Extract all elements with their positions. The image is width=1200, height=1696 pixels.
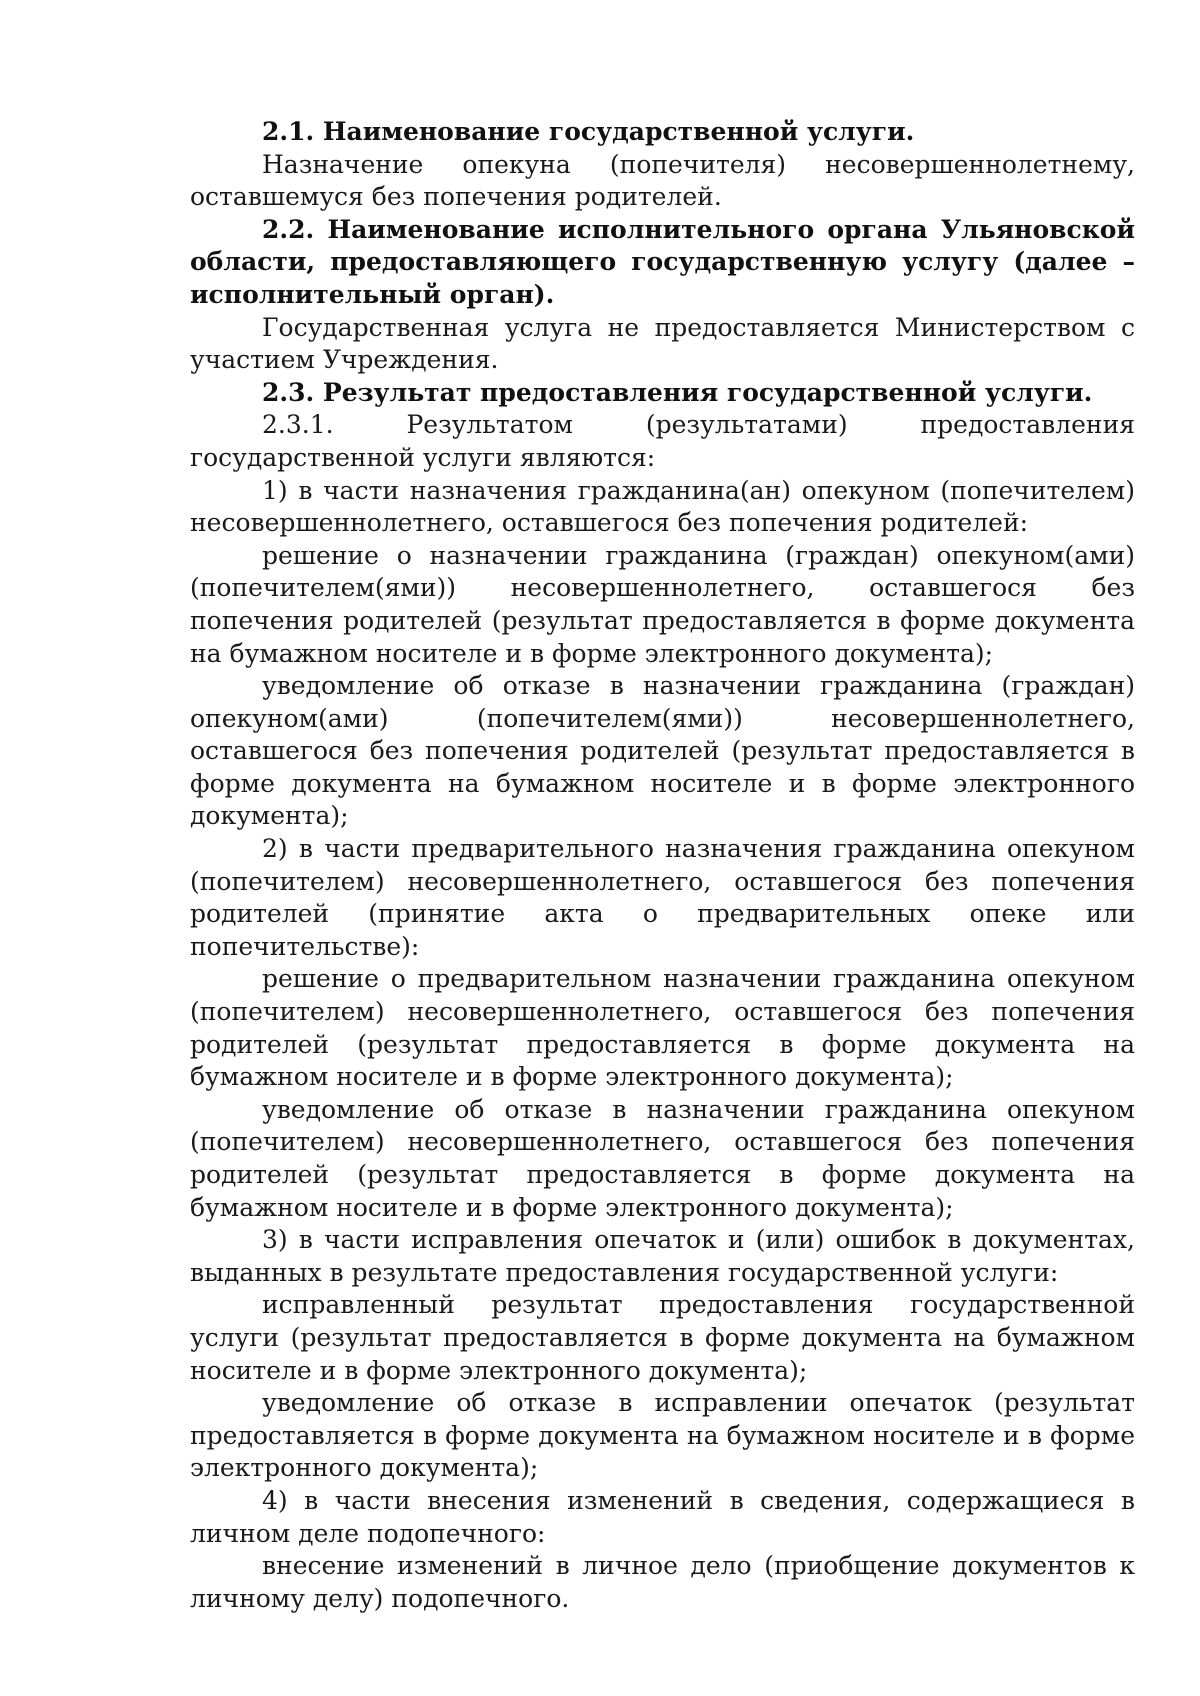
paragraph-executive-body: Государственная услуга не предоставляется Министерством с участием Учреждения.: [190, 312, 1135, 375]
paragraph-refusal-correction: уведомление об отказе в исправлении опечаток (результат предоставляется в форме документа на бумажном носителе и в форме электронного документа);: [190, 1388, 1135, 1483]
paragraph-personal-file-changes: внесение изменений в личное дело (приобщение документов к личному делу) подопечного.: [190, 1551, 1135, 1613]
list-item-3: 3) в части исправления опечаток и (или) ошибок в документах, выданных в результате предоставления государственной услуги:: [190, 1225, 1135, 1287]
section-heading-2-3: 2.3. Результат предоставления государственной услуги.: [262, 377, 1093, 407]
paragraph-decision-appointment: решение о назначении гражданина (граждан) опекуном(ами) (попечителем(ями)) несовершеннолетнего, оставшегося без попечения родителей (результат предоставляется в форме документа на бумажном носителе и в форме электронного документа);: [190, 540, 1135, 668]
paragraph-refusal-appointment: уведомление об отказе в назначении гражданина (граждан) опекуном(ами) (попечителем(ями)) несовершеннолетнего, оставшегося без попечения родителей (результат предоставляется в форме документа на бумажном носителе и в форме электронного документа);: [190, 671, 1135, 831]
paragraph-2-3-1: 2.3.1. Результатом (результатами) предоставления государственной услуги являются:: [190, 410, 1135, 472]
paragraph-refusal-preliminary: уведомление об отказе в назначении гражданина опекуном (попечителем) несовершеннолетнего, оставшегося без попечения родителей (результат предоставляется в форме документа на бумажном носителе и в форме электронного документа);: [190, 1094, 1135, 1222]
list-item-4: 4) в части внесения изменений в сведения, содержащиеся в личном деле подопечного:: [190, 1485, 1135, 1548]
document-page: [190, 116, 1135, 1615]
paragraph-corrected-result: исправленный результат предоставления государственной услуги (результат предоставляется в форме документа на бумажном носителе и в форме электронного документа);: [190, 1290, 1135, 1385]
list-item-2: 2) в части предварительного назначения гражданина опекуном (попечителем) несовершеннолетнего, оставшегося без попечения родителей (принятие акта о предварительных опеке или попечительстве):: [190, 834, 1135, 961]
paragraph-decision-preliminary: решение о предварительном назначении гражданина опекуном (попечителем) несовершеннолетнего, оставшегося без попечения родителей (результат предоставляется в форме документа на бумажном носителе и в форме электронного документа);: [190, 964, 1135, 1092]
section-heading-2-2: 2.2. Наименование исполнительного органа Ульяновской области, предоставляющего государственную услугу (далее – исполнительный орган).: [190, 214, 1135, 309]
list-item-1: 1) в части назначения гражданина(ан) опекуном (попечителем) несовершеннолетнего, оставшегося без попечения родителей:: [190, 475, 1135, 538]
section-heading-2-1: 2.1. Наименование государственной услуги.: [262, 117, 915, 146]
paragraph-service-name: Назначение опекуна (попечителя) несовершеннолетнему, оставшемуся без попечения родителей.: [190, 149, 1135, 212]
